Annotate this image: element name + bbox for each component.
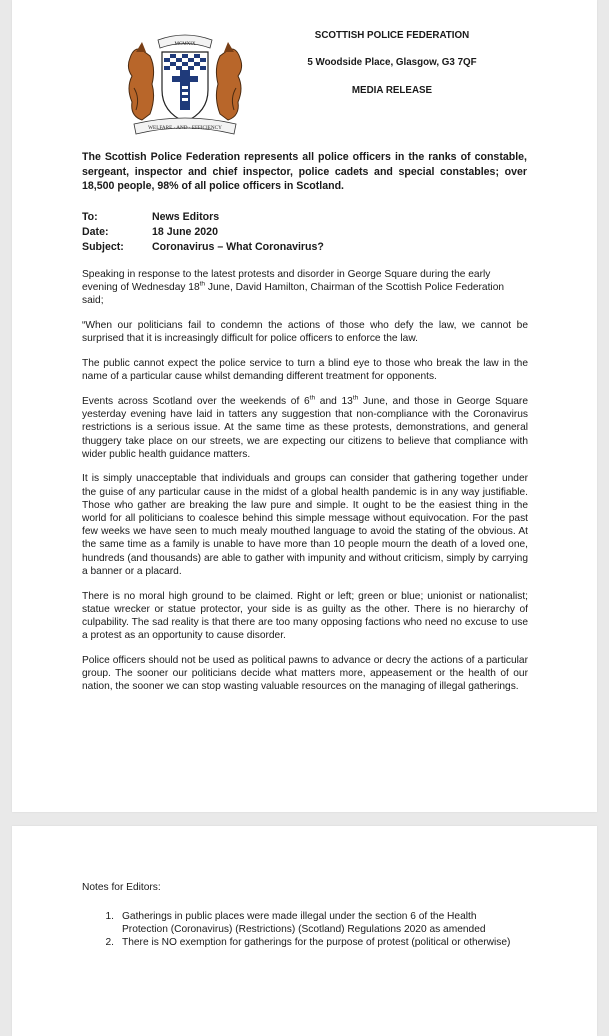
- notes-item: [82, 910, 522, 936]
- body-paragraph-2: “When our politicians fail to condemn the actions of those who defy the law, we cannot be surprised that it is increasingly difficult for police officers to enforce the law.: [82, 320, 528, 345]
- notes-title: Notes for Editors:: [82, 882, 161, 893]
- federation-crest-logo: [120, 28, 250, 140]
- notes-item-text: There is NO exemption for gatherings for the purpose of protest (political or otherwise): [122, 937, 511, 948]
- p4-ordinal-1: th: [309, 394, 316, 402]
- release-type-heading: MEDIA RELEASE: [351, 85, 433, 96]
- body-paragraph-6: There is no moral high ground to be claimed. Right or left; green or blue; unionist or nationalist; statue wrecker or statue protector, your side is as guilty as the other. There is no hierarchy of culpability. The sad reality is that there are too many opposing factions who need no excuse to use a protest as an opportunity to cause disorder.: [82, 590, 528, 642]
- meta-subject-row: [82, 240, 324, 255]
- meta-date-row: [82, 225, 324, 240]
- p4-ordinal-2: th: [352, 394, 359, 402]
- release-meta: [82, 210, 324, 255]
- notes-item-number: 2.: [105, 937, 114, 948]
- meta-to-row: [82, 210, 324, 225]
- p1-text-a: Speaking in response to the latest protests and disorder in George Square during the early evening of Wednesday 18: [82, 269, 491, 294]
- intro-statement: The Scottish Police Federation represents all police officers in the ranks of constable, sergeant, inspector and chief inspector, police cadets and special constables; over 18,500 people, 98% of all police officers in Scotland.: [82, 151, 527, 192]
- document-page-1: [12, 0, 597, 812]
- p4-text-b: and 13: [315, 395, 353, 407]
- meta-to-value: News Editors: [152, 211, 220, 223]
- release-body: [82, 268, 528, 705]
- p1-text-b: June, David Hamilton, Chairman of the Scottish Police Federation said;: [82, 282, 505, 307]
- body-paragraph-1: [82, 268, 528, 308]
- meta-to-label: To:: [82, 211, 98, 223]
- p4-text-c: June, and those in George Square yesterday evening have laid in tatters any suggestion that non-compliance with the Coronavirus restrictions is a serious issue. At the same time as these protests, demonstrations, and general thuggery take place on our streets, we are expecting our citizens to believe that compliance with wider public health guidance matters.: [82, 395, 528, 460]
- meta-date-value: 18 June 2020: [152, 226, 218, 238]
- body-paragraph-5: It is simply unacceptable that individuals and groups can consider that gathering together under the guise of any particular cause in the midst of a global health pandemic is in any way justifiable. Those who gather are breaking the law pure and simple. It ought to be the easiest thing in the world for all politicians to coalesce behind this simple message without equivocation. For the past few weeks we have seen to much mealy mouthed language to avoid the stating of the obvious. At the same time as a family is unable to have more than 10 people mourn the death of a loved one, hundreds (and thousands) are able to gather with impunity and without criticism, simply by carrying a banner or a placard.: [82, 473, 528, 577]
- notes-item-text: Gatherings in public places were made illegal under the section 6 of the Health Protection (Coronavirus) (Restrictions) (Scotland) Regulations 2020 as amended: [122, 911, 486, 935]
- svg-text:MCMXIX: MCMXIX: [174, 42, 196, 47]
- organisation-name: SCOTTISH POLICE FEDERATION: [314, 30, 470, 41]
- notes-item-number: 1.: [105, 911, 114, 922]
- body-paragraph-7: Police officers should not be used as political pawns to advance or decry the actions of a particular group. The sooner our politicians decide what matters more, appeasement or the health of our nation, the sooner we can stop wasting valuable resources on the managing of illegal gatherings.: [82, 654, 528, 693]
- p1-ordinal: th: [199, 280, 206, 288]
- body-paragraph-3: The public cannot expect the police service to turn a blind eye to those who break the law in the name of a particular cause whilst demanding different treatment for opponents.: [82, 358, 528, 383]
- notes-item: [82, 936, 522, 949]
- document-page-2: [12, 826, 597, 1036]
- notes-list: [82, 910, 522, 949]
- meta-subject-label: Subject:: [82, 241, 124, 253]
- meta-date-label: Date:: [82, 226, 109, 238]
- organisation-address: 5 Woodside Place, Glasgow, G3 7QF: [307, 57, 477, 68]
- p4-text-a: Events across Scotland over the weekends of 6: [82, 395, 310, 407]
- svg-text:WELFARE · AND · EFFICIENCY: WELFARE · AND · EFFICIENCY: [148, 125, 222, 131]
- meta-subject-value: Coronavirus – What Coronavirus?: [152, 241, 324, 253]
- body-paragraph-4: [82, 395, 528, 461]
